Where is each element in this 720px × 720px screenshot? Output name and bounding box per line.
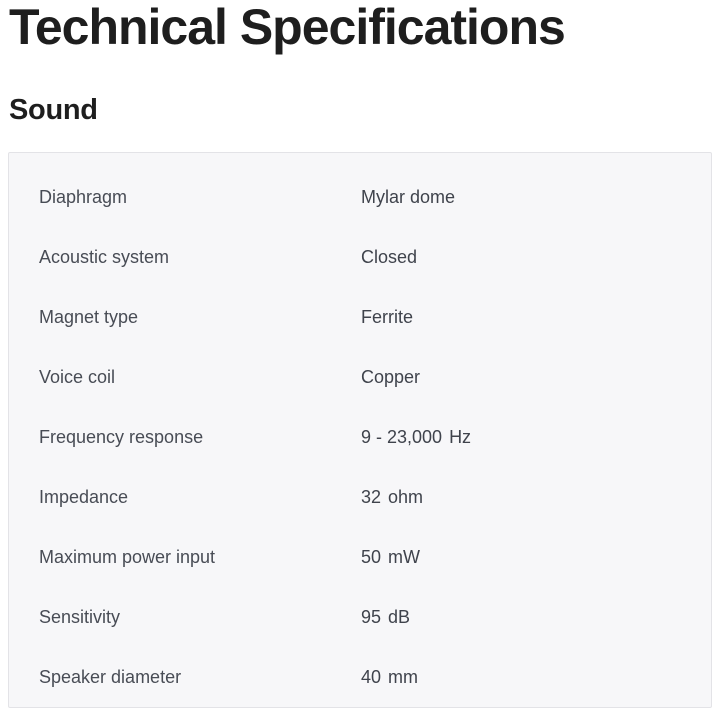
spec-row <box>9 167 711 227</box>
spec-value-text: Ferrite <box>361 306 414 327</box>
spec-value-text: 40 <box>361 666 382 687</box>
spec-row <box>9 287 711 347</box>
spec-value-unit: mm <box>388 666 419 687</box>
spec-row <box>9 347 711 407</box>
spec-row <box>9 527 711 587</box>
spec-row <box>9 407 711 467</box>
spec-value-unit: ohm <box>388 486 424 507</box>
spec-value-unit: dB <box>388 606 411 627</box>
spec-label: Frequency response <box>39 426 204 447</box>
spec-value <box>361 187 455 208</box>
spec-label: Voice coil <box>39 366 116 387</box>
spec-label: Speaker diameter <box>39 666 182 687</box>
spec-value <box>361 547 420 568</box>
spec-value <box>361 247 417 268</box>
section-heading-sound: Sound <box>9 94 98 126</box>
spec-value <box>361 307 413 328</box>
spec-value <box>361 607 410 628</box>
spec-row <box>9 647 711 707</box>
spec-value <box>361 487 423 508</box>
spec-value-text: 32 <box>361 486 382 507</box>
spec-value-text: Copper <box>361 366 421 387</box>
spec-value-text: Closed <box>361 246 418 267</box>
spec-value <box>361 427 471 448</box>
spec-table <box>8 152 712 708</box>
spec-row <box>9 467 711 527</box>
spec-value-text: 50 <box>361 546 382 567</box>
spec-row <box>9 587 711 647</box>
spec-label: Maximum power input <box>39 546 216 567</box>
spec-row <box>9 227 711 287</box>
spec-label: Sensitivity <box>39 606 121 627</box>
spec-value <box>361 667 418 688</box>
spec-label: Impedance <box>39 486 129 507</box>
spec-value-unit: Hz <box>449 426 472 447</box>
spec-label: Magnet type <box>39 306 139 327</box>
spec-value-text: Mylar dome <box>361 186 456 207</box>
spec-value-text: 9 - 23,000 <box>361 426 443 447</box>
spec-label: Acoustic system <box>39 246 170 267</box>
page-title: Technical Specifications <box>9 0 565 55</box>
spec-value <box>361 367 420 388</box>
spec-value-text: 95 <box>361 606 382 627</box>
spec-label: Diaphragm <box>39 186 128 207</box>
spec-value-unit: mW <box>388 546 421 567</box>
